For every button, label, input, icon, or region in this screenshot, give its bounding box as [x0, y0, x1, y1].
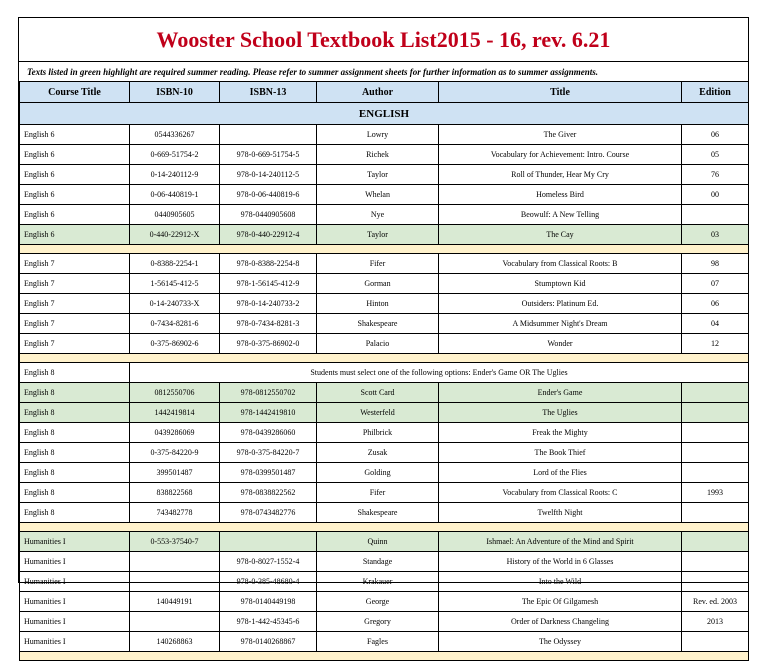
table-row: [20, 443, 749, 463]
summer-reading-note: Texts listed in green highlight are required summer reading. Please refer to summer assignment sheets for further information as to summer assignments.: [27, 67, 598, 77]
table-cell: English 6: [20, 125, 130, 145]
table-cell: English 8: [20, 443, 130, 463]
table-row: [20, 125, 749, 145]
table-cell: English 7: [20, 334, 130, 354]
table-cell: Into the Wild: [439, 572, 682, 592]
table-cell: The Epic Of Gilgamesh: [439, 592, 682, 612]
table-cell: [682, 463, 749, 483]
table-cell: [682, 552, 749, 572]
table-cell: 76: [682, 165, 749, 185]
table-cell: Fagles: [317, 632, 439, 652]
table-row: [20, 225, 749, 245]
table-row: [20, 632, 749, 652]
table-cell: English 6: [20, 185, 130, 205]
spacer-cell: [20, 652, 749, 661]
table-cell: 978-0-7434-8281-3: [220, 314, 317, 334]
table-row: [20, 383, 749, 403]
table-cell: 12: [682, 334, 749, 354]
table-cell: [682, 572, 749, 592]
table-cell: 838822568: [130, 483, 220, 503]
table-row: [20, 403, 749, 423]
table-cell: [682, 532, 749, 552]
table-row: [20, 552, 749, 572]
table-cell: Humanities I: [20, 532, 130, 552]
table-cell: 978-0140268867: [220, 632, 317, 652]
table-cell: 04: [682, 314, 749, 334]
table-cell: 978-0-385-48680-4: [220, 572, 317, 592]
table-cell: 0-14-240733-X: [130, 294, 220, 314]
table-cell: 140449191: [130, 592, 220, 612]
table-cell: The Book Thief: [439, 443, 682, 463]
table-cell: Taylor: [317, 165, 439, 185]
table-cell: Humanities I: [20, 592, 130, 612]
table-cell: English 8: [20, 503, 130, 523]
table-cell: [130, 572, 220, 592]
table-body: [20, 103, 749, 661]
table-row: [20, 423, 749, 443]
table-cell: 978-0-8027-1552-4: [220, 552, 317, 572]
table-row: [20, 254, 749, 274]
table-cell: [130, 612, 220, 632]
table-cell: [682, 403, 749, 423]
table-cell: Wonder: [439, 334, 682, 354]
table-cell: English 8: [20, 403, 130, 423]
table-cell: Richek: [317, 145, 439, 165]
col-course-title: Course Title: [20, 82, 130, 103]
table-cell: Humanities I: [20, 632, 130, 652]
table-cell: [220, 532, 317, 552]
page-title: Wooster School Textbook List2015 - 16, rev. 6.21: [19, 18, 748, 62]
col-author: Author: [317, 82, 439, 103]
table-cell: 0-8388-2254-1: [130, 254, 220, 274]
table-cell: Ender's Game: [439, 383, 682, 403]
table-cell: 978-0-669-51754-5: [220, 145, 317, 165]
table-cell: The Uglies: [439, 403, 682, 423]
table-cell: 978-0-8388-2254-8: [220, 254, 317, 274]
table-cell: Krakauer: [317, 572, 439, 592]
table-cell: English 7: [20, 314, 130, 334]
table-cell: Order of Darkness Changeling: [439, 612, 682, 632]
table-cell: 978-0743482776: [220, 503, 317, 523]
table-cell: 98: [682, 254, 749, 274]
table-cell: The Cay: [439, 225, 682, 245]
table-cell: 978-1-56145-412-9: [220, 274, 317, 294]
table-cell: 978-0440905608: [220, 205, 317, 225]
table-cell: Vocabulary from Classical Roots: B: [439, 254, 682, 274]
table-cell: 0-7434-8281-6: [130, 314, 220, 334]
table-cell: 0812550706: [130, 383, 220, 403]
table-cell: Beowulf: A New Telling: [439, 205, 682, 225]
table-cell: English 6: [20, 225, 130, 245]
table-cell: 978-0140449198: [220, 592, 317, 612]
table-cell: Vocabulary from Classical Roots: C: [439, 483, 682, 503]
table-cell: 978-0838822562: [220, 483, 317, 503]
spacer-cell: [20, 354, 749, 363]
table-cell: Zusak: [317, 443, 439, 463]
table-cell: Scott Card: [317, 383, 439, 403]
table-cell: English 8: [20, 383, 130, 403]
spacer-row: [20, 245, 749, 254]
table-cell: Humanities I: [20, 612, 130, 632]
table-cell: [682, 205, 749, 225]
table-cell: History of the World in 6 Glasses: [439, 552, 682, 572]
table-cell: English 8: [20, 423, 130, 443]
table-cell: Philbrick: [317, 423, 439, 443]
spacer-row: [20, 523, 749, 532]
table-row: [20, 334, 749, 354]
spacer-row: [20, 354, 749, 363]
table-cell: 07: [682, 274, 749, 294]
table-cell: Humanities I: [20, 572, 130, 592]
table-cell: [682, 383, 749, 403]
section-title: ENGLISH: [20, 103, 749, 125]
table-cell: Shakespeare: [317, 314, 439, 334]
table-cell: Twelfth Night: [439, 503, 682, 523]
table-cell: English 8: [20, 483, 130, 503]
table-cell: 978-1-442-45345-6: [220, 612, 317, 632]
table-cell: The Giver: [439, 125, 682, 145]
table-cell: English 7: [20, 294, 130, 314]
table-cell: Taylor: [317, 225, 439, 245]
english8-instruction-text: Students must select one of the following options: Ender's Game OR The Uglies: [130, 363, 749, 383]
table-cell: 03: [682, 225, 749, 245]
table-cell: [682, 443, 749, 463]
table-cell: Golding: [317, 463, 439, 483]
col-isbn13: ISBN-13: [220, 82, 317, 103]
table-cell: 978-0-14-240733-2: [220, 294, 317, 314]
document-frame: [18, 17, 749, 646]
table-cell: George: [317, 592, 439, 612]
table-cell: Homeless Bird: [439, 185, 682, 205]
table-row: [20, 205, 749, 225]
table-cell: A Midsummer Night's Dream: [439, 314, 682, 334]
table-cell: 05: [682, 145, 749, 165]
col-title: Title: [439, 82, 682, 103]
table-row: [20, 572, 749, 592]
table-cell: [682, 503, 749, 523]
table-cell: 0439286069: [130, 423, 220, 443]
table-cell: 0-375-84220-9: [130, 443, 220, 463]
table-cell: 0-440-22912-X: [130, 225, 220, 245]
col-isbn10: ISBN-10: [130, 82, 220, 103]
table-cell: 06: [682, 125, 749, 145]
table-cell: Rev. ed. 2003: [682, 592, 749, 612]
table-cell: 0544336267: [130, 125, 220, 145]
table-cell: English 6: [20, 205, 130, 225]
table-cell: [130, 552, 220, 572]
table-cell: Whelan: [317, 185, 439, 205]
spacer-cell: [20, 523, 749, 532]
table-cell: Lowry: [317, 125, 439, 145]
table-row: [20, 592, 749, 612]
english8-instruction-row: [20, 363, 749, 383]
table-cell: Lord of the Flies: [439, 463, 682, 483]
table-cell: English 6: [20, 165, 130, 185]
table-cell: Gregory: [317, 612, 439, 632]
table-cell: 0-669-51754-2: [130, 145, 220, 165]
table-cell: English 6: [20, 145, 130, 165]
table-cell: Quinn: [317, 532, 439, 552]
table-row: [20, 612, 749, 632]
table-cell: [220, 125, 317, 145]
textbook-table: [19, 81, 749, 661]
table-cell: Vocabulary for Achievement: Intro. Course: [439, 145, 682, 165]
spacer-cell: [20, 245, 749, 254]
table-cell: English 8: [20, 463, 130, 483]
table-row: [20, 274, 749, 294]
table-cell: 978-0-375-86902-0: [220, 334, 317, 354]
table-cell: Ishmael: An Adventure of the Mind and Spirit: [439, 532, 682, 552]
table-cell: 978-1442419810: [220, 403, 317, 423]
table-cell: 06: [682, 294, 749, 314]
table-cell: 0440905605: [130, 205, 220, 225]
table-cell: 1-56145-412-5: [130, 274, 220, 294]
table-row: [20, 483, 749, 503]
table-cell: 978-0812550702: [220, 383, 317, 403]
table-cell: 399501487: [130, 463, 220, 483]
table-cell: 00: [682, 185, 749, 205]
table-cell: Standage: [317, 552, 439, 572]
table-cell: Roll of Thunder, Hear My Cry: [439, 165, 682, 185]
table-cell: Stumptown Kid: [439, 274, 682, 294]
table-cell: English 7: [20, 254, 130, 274]
table-cell: Humanities I: [20, 552, 130, 572]
table-cell: Fifer: [317, 254, 439, 274]
table-cell: Westerfeld: [317, 403, 439, 423]
table-row: [20, 145, 749, 165]
table-cell: 978-0-375-84220-7: [220, 443, 317, 463]
table-cell: 0-14-240112-9: [130, 165, 220, 185]
table-cell: The Odyssey: [439, 632, 682, 652]
table-row: [20, 185, 749, 205]
table-cell: Freak the Mighty: [439, 423, 682, 443]
table-cell: 743482778: [130, 503, 220, 523]
table-cell: Hinton: [317, 294, 439, 314]
section-row-english: [20, 103, 749, 125]
table-cell: 978-0439286060: [220, 423, 317, 443]
table-row: [20, 314, 749, 334]
table-cell: [682, 632, 749, 652]
table-row: [20, 294, 749, 314]
table-cell: 140268863: [130, 632, 220, 652]
table-row: [20, 532, 749, 552]
table-row: [20, 463, 749, 483]
table-cell: Gorman: [317, 274, 439, 294]
table-cell: 978-0-14-240112-5: [220, 165, 317, 185]
table-cell: 0-553-37540-7: [130, 532, 220, 552]
table-row: [20, 503, 749, 523]
col-edition: Edition: [682, 82, 749, 103]
table-cell: 2013: [682, 612, 749, 632]
table-cell: Shakespeare: [317, 503, 439, 523]
table-cell: [682, 423, 749, 443]
table-cell: 978-0-440-22912-4: [220, 225, 317, 245]
table-cell: Outsiders: Platinum Ed.: [439, 294, 682, 314]
table-cell: 978-0-06-440819-6: [220, 185, 317, 205]
table-cell: 1442419814: [130, 403, 220, 423]
table-cell: 0-06-440819-1: [130, 185, 220, 205]
spacer-row: [20, 652, 749, 661]
table-cell: 1993: [682, 483, 749, 503]
table-cell: 0-375-86902-6: [130, 334, 220, 354]
table-cell: Fifer: [317, 483, 439, 503]
table-cell: English 7: [20, 274, 130, 294]
english8-course-cell: English 8: [20, 363, 130, 383]
header-row: [20, 82, 749, 103]
table-cell: Nye: [317, 205, 439, 225]
table-cell: Palacio: [317, 334, 439, 354]
table-row: [20, 165, 749, 185]
table-cell: 978-0399501487: [220, 463, 317, 483]
